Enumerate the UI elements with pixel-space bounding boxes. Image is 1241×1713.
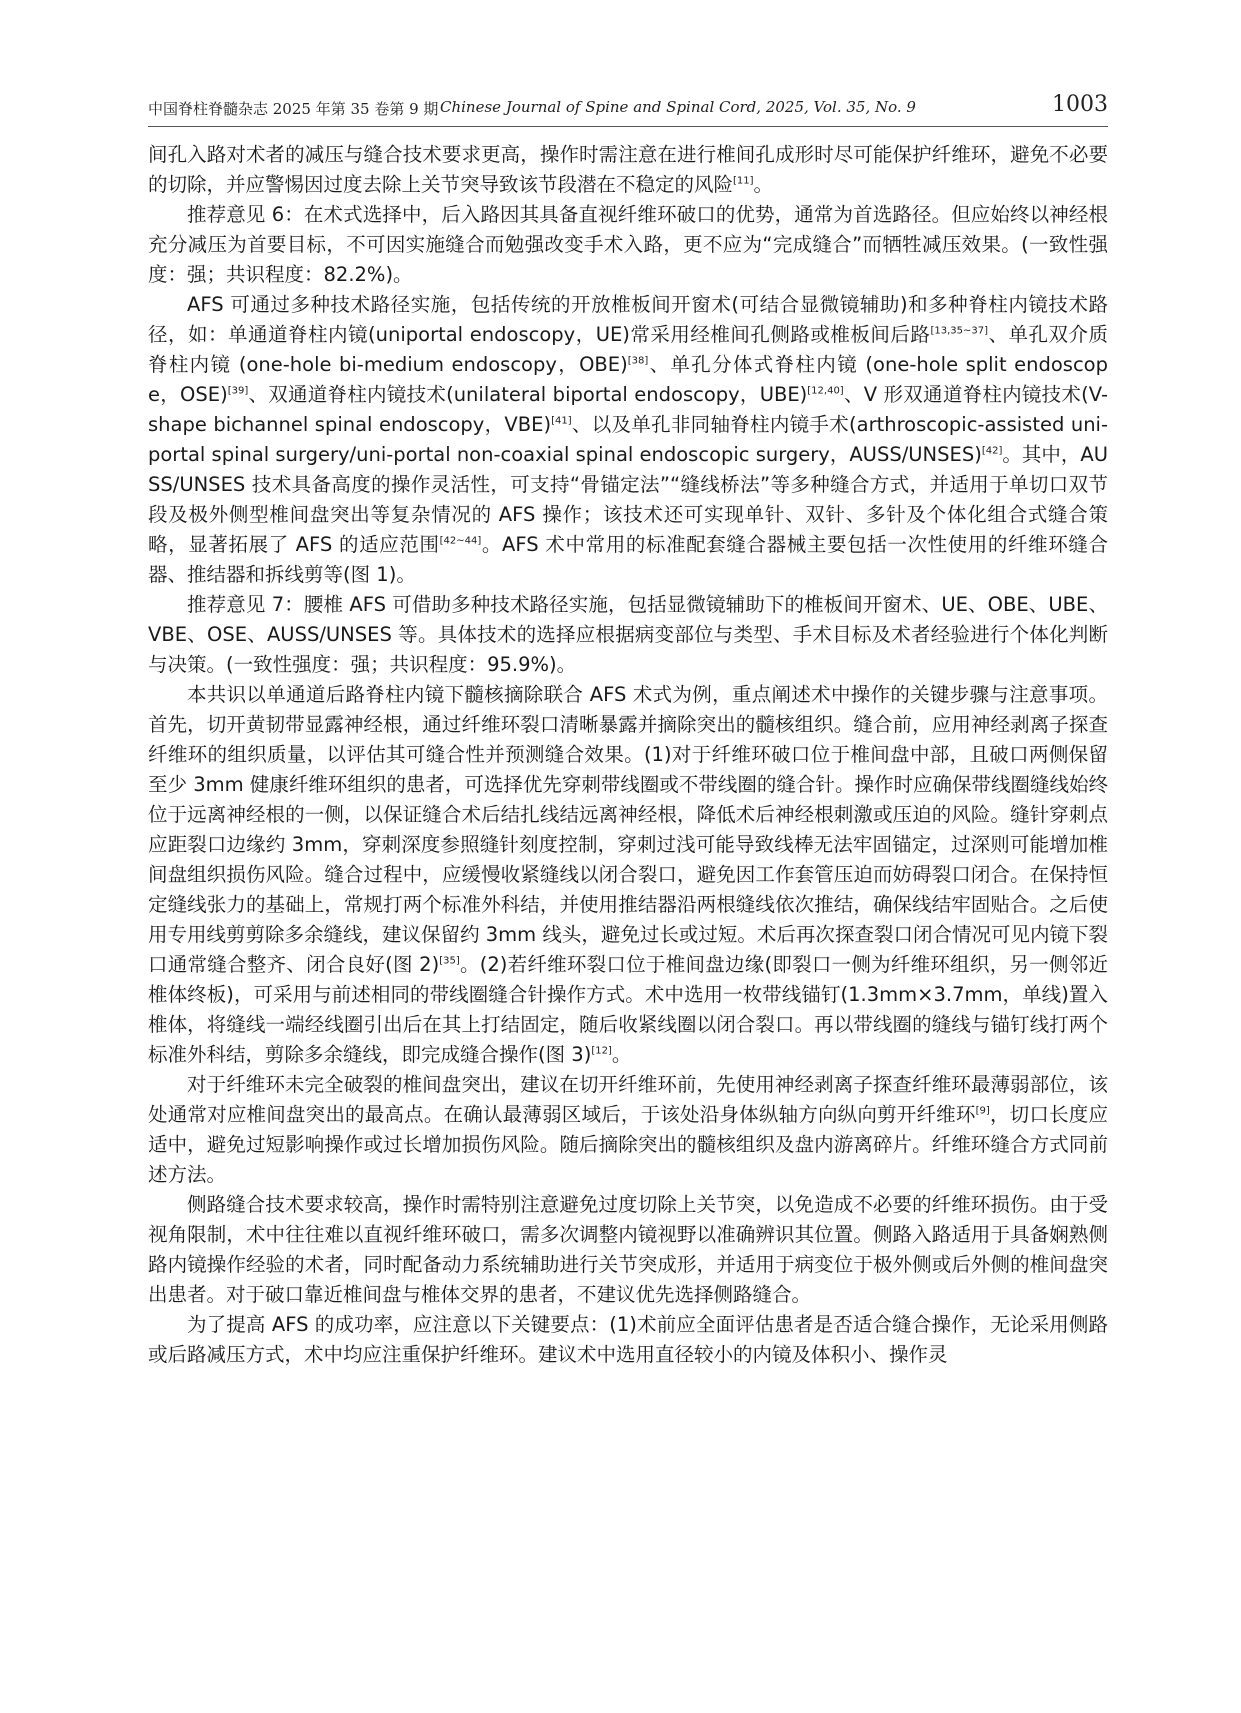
citation-ref: [35] (439, 955, 460, 967)
paragraph-continuation (148, 140, 1108, 200)
text-run: 、单孔分体式脊柱内镜 (one-hole split endoscope，OSE) (148, 353, 1108, 406)
paragraph-recommendation-6 (148, 200, 1108, 290)
text-run: 侧路缝合技术要求较高，操作时需特别注意避免过度切除上关节突，以免造成不必要的纤维环损伤。由于受视角限制，术中往往难以直视纤维环破口，需多次调整内镜视野以准确辨识其位置。侧路入路适用于具备娴熟侧路内镜操作经验的术者，同时配备动力系统辅助进行关节突成形，并适用于病变位于极外侧或后外侧的椎间盘突出患者。对于破口靠近椎间盘与椎体交界的患者，不建议优先选择侧路缝合。 (148, 1193, 1108, 1306)
text-run: 。 (753, 173, 774, 196)
text-run: 为了提高 AFS 的成功率，应注意以下关键要点：(1)术前应全面评估患者是否适合缝合操作，无论采用侧路或后路减压方式，术中均应注重保护纤维环。建议术中选用直径较小的内镜及体积小、操作灵 (148, 1313, 1108, 1366)
journal-title-en: Chinese Journal of Spine and Spinal Cord, 2025, Vol. 35, No. 9 (440, 98, 916, 116)
header-divider (148, 126, 1108, 127)
journal-title-cn: 中国脊柱脊髓杂志 2025 年第 35 卷第 9 期 (148, 100, 439, 118)
article-body (148, 140, 1108, 1370)
citation-ref: [12,40] (807, 385, 844, 397)
text-run: 推荐意见 7：腰椎 AFS 可借助多种技术路径实施，包括显微镜辅助下的椎板间开窗术、UE、OBE、UBE、VBE、OSE、AUSS/UNSES 等。具体技术的选择应根据病变部位与类型、手术目标及术者经验进行个体化判断与决策。(一致性强度：强；共识程度：95.9%)。 (148, 593, 1108, 676)
citation-ref: [41] (551, 415, 572, 427)
paragraph-incomplete-rupture (148, 1070, 1108, 1190)
paragraph-procedure (148, 680, 1108, 1070)
page-number: 1003 (1052, 92, 1108, 117)
text-run: ，切口长度应适中，避免过短影响操作或过长增加损伤风险。随后摘除突出的髓核组织及盘内游离碎片。纤维环缝合方式同前述方法。 (148, 1103, 1108, 1186)
citation-ref: [42] (981, 445, 1003, 457)
text-run: 。其中，AUSS/UNSES 技术具备高度的操作灵活性，可支持“骨锚定法”“缝线桥法”等多种缝合方式，并适用于单切口双节段及极外侧型椎间盘突出等复杂情况的 AFS 操作；该技术还可实现单针、双针、多针及个体化组合式缝合策略，显著拓展了 AFS 的适应范围 (148, 443, 1108, 556)
citation-ref: [42~44] (439, 535, 482, 547)
text-run: 。AFS 术中常用的标准配套缝合器械主要包括一次性使用的纤维环缝合器、推结器和拆线剪等(图 1)。 (148, 533, 1108, 586)
text-run: 推荐意见 6：在术式选择中，后入路因其具备直视纤维环破口的优势，通常为首选路径。但应始终以神经根充分减压为首要目标，不可因实施缝合而勉强改变手术入路，更不应为“完成缝合”而牺牲减压效果。(一致性强度：强；共识程度：82.2%)。 (148, 203, 1108, 286)
text-run: 间孔入路对术者的减压与缝合技术要求更高，操作时需注意在进行椎间孔成形时尽可能保护纤维环，避免不必要的切除，并应警惕因过度去除上关节突导致该节段潜在不稳定的风险 (148, 143, 1108, 196)
citation-ref: [9] (975, 1105, 990, 1117)
paragraph-techniques (148, 290, 1108, 590)
citation-ref: [12] (591, 1045, 612, 1057)
paragraph-recommendation-7 (148, 590, 1108, 680)
text-run: 、双通道脊柱内镜技术(unilateral biportal endoscopy，UBE) (248, 383, 808, 406)
text-run: 、单孔双介质脊柱内镜 (one-hole bi-medium endoscopy，OBE) (148, 323, 1108, 376)
text-run: 。(2)若纤维环裂口位于椎间盘边缘(即裂口一侧为纤维环组织，另一侧邻近椎体终板)，可采用与前述相同的带线圈缝合针操作方式。术中选用一枚带线锚钉(1.3mm×3.7mm，单线)置入椎体，将缝线一端经线圈引出后在其上打结固定，随后收紧线圈以闭合裂口。再以带线圈的缝线与锚钉线打两个标准外科结，剪除多余缝线，即完成缝合操作(图 3) (148, 953, 1108, 1066)
text-run: AFS 可通过多种技术路径实施，包括传统的开放椎板间开窗术(可结合显微镜辅助)和多种脊柱内镜技术路径，如：单通道脊柱内镜(uniportal endoscopy，UE)常采用经椎间孔侧路或椎板间后路 (148, 293, 1108, 346)
citation-ref: [11] (733, 175, 754, 187)
citation-ref: [39] (227, 385, 249, 397)
paragraph-key-points (148, 1310, 1108, 1370)
text-run: 对于纤维环未完全破裂的椎间盘突出，建议在切开纤维环前，先使用神经剥离子探查纤维环最薄弱部位，该处通常对应椎间盘突出的最高点。在确认最薄弱区域后，于该处沿身体纵轴方向纵向剪开纤维环 (148, 1073, 1108, 1126)
text-run: 。 (611, 1043, 632, 1066)
citation-ref: [13,35~37] (930, 325, 988, 337)
paragraph-lateral-approach (148, 1190, 1108, 1310)
text-run: 、V 形双通道脊柱内镜技术(V-shape bichannel spinal endoscopy，VBE) (148, 383, 1108, 436)
citation-ref: [38] (627, 355, 649, 367)
text-run: 本共识以单通道后路脊柱内镜下髓核摘除联合 AFS 术式为例，重点阐述术中操作的关键步骤与注意事项。首先，切开黄韧带显露神经根，通过纤维环裂口清晰暴露并摘除突出的髓核组织。缝合前，应用神经剥离子探查纤维环的组织质量，以评估其可缝合性并预测缝合效果。(1)对于纤维环破口位于椎间盘中部，且破口两侧保留至少 3mm 健康纤维环组织的患者，可选择优先穿刺带线圈或不带线圈的缝合针。操作时应确保带线圈缝线始终位于远离神经根的一侧，以保证缝合术后结扎线结远离神经根，降低术后神经根刺激或压迫的风险。缝针穿刺点应距裂口边缘约 3mm，穿刺深度参照缝针刻度控制，穿刺过浅可能导致线棒无法牢固锚定，过深则可能增加椎间盘组织损伤风险。缝合过程中，应缓慢收紧缝线以闭合裂口，避免因工作套管压迫而妨碍裂口闭合。在保持恒定缝线张力的基础上，常规打两个标准外科结，并使用推结器沿两根缝线依次推结，确保线结牢固贴合。之后使用专用线剪剪除多余缝线，建议保留约 3mm 线头，避免过长或过短。术后再次探查裂口闭合情况可见内镜下裂口通常缝合整齐、闭合良好(图 2) (148, 683, 1108, 976)
text-run: 、以及单孔非同轴脊柱内镜手术(arthroscopic-assisted uni-portal spinal surgery/uni-portal non-coaxial spinal endoscopic surgery，AUSS/UNSES) (148, 413, 1109, 466)
